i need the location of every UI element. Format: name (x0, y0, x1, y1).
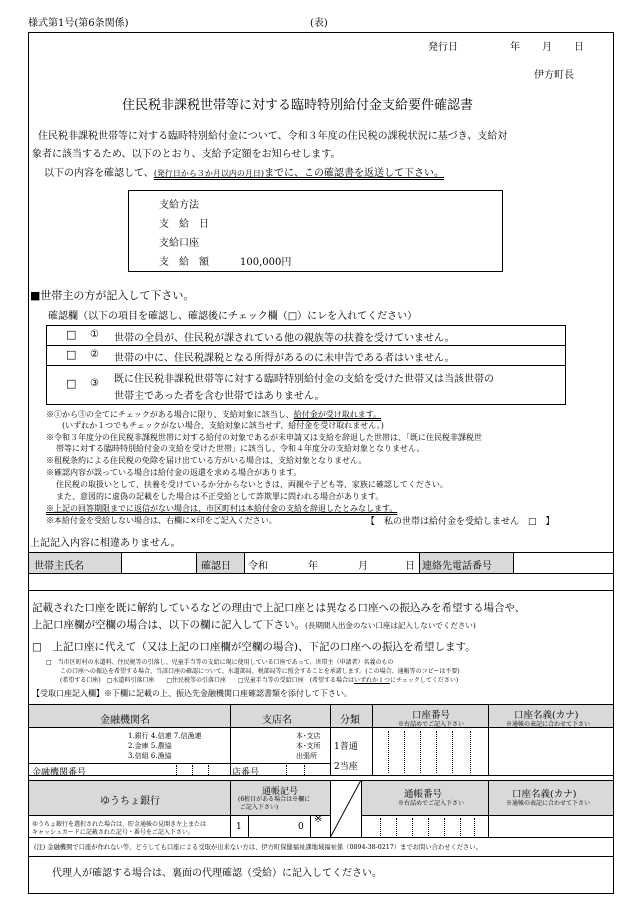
note-1-c: (いずれか１つでもチェックがない場合、支給対象に該当せず、給付金を受け取れません。) (62, 421, 384, 430)
confirm-item-no-2: ② (90, 349, 99, 360)
confirm-checkbox-2[interactable]: □ (66, 348, 77, 361)
type-current[interactable]: 2当座 (334, 762, 358, 772)
householder-name-label: 世帯主氏名 (34, 561, 84, 572)
yucho-holder-sub: ※通帳の表記に合わせて下さい (506, 800, 591, 807)
branch-kinds-1: 本･支店 (296, 732, 321, 740)
type-ordinary[interactable]: 1普通 (334, 742, 358, 752)
intro-line-2: 象者に該当するため、以下のとおり、支給予定額をお知らせします。 (32, 149, 341, 160)
note-1-b: 給付金が受け取れます。 (293, 410, 382, 419)
alt-small-1[interactable]: □ 当市区町村の水道料、住民税等の引落し、児童手当等の支給に現に使用している口座であって、世帯主（申請者）名義のもの (46, 659, 394, 666)
note-2-b: 帯等に対する臨時特別給付金の支給を受けた世帯」に該当し、令和４年度分の支給対象となりません。 (56, 444, 425, 453)
era-label: 令和 (248, 561, 268, 572)
confirm-item-text-3b: 世帯主であった者を含む世帯ではありません。 (114, 391, 325, 402)
yucho-symbol-field[interactable] (249, 816, 295, 837)
yucho-symbol-sub: (6桁目がある場合は※欄に ご記入下さい) (238, 796, 311, 811)
payment-method-label: 支給方法 (159, 200, 199, 211)
month-label: 月 (358, 561, 368, 572)
intro-line-1: 住民税非課税世帯等に対する臨時特別給付金について、令和３年度の住民税の課税状況に基づき、支給対 (38, 131, 508, 142)
yucho-number-sub: ※右詰めでご記入下さい (398, 800, 465, 807)
alt-small-2: この口座への振込を希望する場合、当該口座の確認について、水道部局、税部局等に照会することを承諾します。(この場合、通帳等のコピーは不要) (60, 668, 460, 675)
issue-date-fields[interactable]: 年 月 日 (510, 42, 590, 53)
confirm-checkbox-3[interactable]: □ (66, 377, 77, 390)
payment-amount: 100,000円 (240, 257, 292, 268)
branch-kinds-2: 本･支所 (296, 742, 321, 750)
year-label: 年 (308, 561, 318, 572)
yucho-note-2: キャッシュカードに記載された記号・番号をご記入下さい。 (32, 829, 194, 836)
bank-kinds-1: 1.銀行 4.信連 7.信漁連 (128, 732, 202, 740)
alt-account-p2-b: (長期間入出金のない口座は記入しないでください) (305, 621, 476, 630)
yucho-holder-field[interactable] (489, 816, 613, 837)
document-title: 住民税非課税世帯等に対する臨時特別給付金支給要件確認書 (122, 98, 474, 113)
householder-heading: ■世帯主の方が記入して下さい。 (30, 289, 195, 302)
holder-header: 口座名義(カナ) (514, 710, 579, 721)
proxy-note: 代理人が確認する場合は、裏面の代理確認（受給）に記入してください。 (52, 868, 382, 879)
note-2-a: ※令和３年度分の住民税非課税世帯に対する給付の対象であるが未申請又は支給を辞退した世帯は、「既に住民税非課税世 (46, 433, 482, 442)
bank-name-header: 金融機関名 (100, 715, 150, 726)
alt-small-3-a: (希望する口座) □水道料引落口座 □住民税等の引落口座 □児童手当等の受給口座 (希望する場合は (60, 677, 355, 684)
note-4-b: 住民税の取扱いとして、扶養を受けているか分からないときは、両親や子ども等、家族に確認してください。 (56, 480, 448, 489)
alt-small-3[interactable] (60, 675, 458, 684)
confirm-item-no-1: ① (90, 329, 99, 340)
confirm-item-no-3: ③ (90, 378, 99, 389)
yucho-label: ゆうちょ銀行 (100, 796, 160, 807)
confirm-item-text-1: 世帯の全員が、住民税が課されている他の親族等の扶養を受けていません。 (114, 333, 455, 344)
yucho-star: ※ (314, 814, 323, 825)
confirm-item-text-3a: 既に住民税非課税世帯等に対する臨時特別給付金の支給を受けた世帯又は当該世帯の (114, 374, 494, 385)
payment-date-label: 支 給 日 (159, 219, 209, 230)
agreement-statement: 上記記入内容に相違ありません。 (30, 538, 181, 549)
bank-code-label: 金融機関番号 (32, 768, 87, 778)
holder-name-field[interactable] (489, 728, 613, 775)
alt-small-3-b: いずれか１つ (354, 677, 391, 684)
yucho-symbol-header: 通帳記号 (262, 787, 299, 797)
phone-field[interactable] (514, 553, 613, 573)
confirm-checkbox-1[interactable]: □ (66, 328, 77, 341)
branch-name-header: 支店名 (262, 715, 292, 726)
confirm-instruction: 確認欄（以下の項目を確認し、確認後にチェック欄（□）にレを入れてください） (48, 311, 418, 322)
yucho-number-field[interactable] (362, 816, 487, 837)
confirm-item-text-2: 世帯の中に、住民税課税となる所得があるのに未申告である者はいません。 (114, 353, 455, 364)
branch-code-label: 店番号 (232, 768, 260, 778)
intro-line-3-a: 以下の内容を確認して、 (44, 168, 154, 179)
payment-account-label: 支給口座 (159, 238, 199, 249)
note-1 (46, 409, 381, 420)
yucho-digit-0: 0 (298, 822, 304, 832)
form-number: 様式第1号(第6条関係) (28, 18, 129, 29)
account-number-sub: ※右詰めでご記入下さい (398, 721, 465, 728)
issue-date-label: 発行日 (428, 42, 458, 53)
yucho-digit-1: 1 (236, 822, 242, 832)
yucho-note-1: ゆうちょ銀行を選択された場合は、貯金通帳の見開き左上または (32, 821, 207, 828)
holder-sub: ※通帳の表記に合わせて下さい (506, 721, 591, 728)
yucho-holder-header: 口座名義(カナ) (512, 789, 577, 800)
payment-amount-label: 支 給 額 (159, 257, 209, 268)
note-5: ※上記の回答期限までに返信がない場合は、市区町村は本給付金の支給を辞退したとみなします。 (46, 504, 398, 513)
deadline-note: (発行日から３か月以内の月日) (153, 169, 265, 178)
bank-kinds-3: 3.信組 6.漁協 (128, 752, 172, 760)
account-number-header: 口座番号 (412, 710, 451, 721)
branch-kinds-3: 出張所 (296, 752, 317, 760)
bank-kinds-2: 2.金庫 5.農協 (128, 742, 172, 750)
note-1-a: ※①から③の全てにチェックがある場合に限り、支給対象に該当し、 (46, 410, 294, 419)
footer-note: (注) 金融機関で口座が作れない等、どうしても口座による受取が出来ない方は、伊方町保健福祉課地域福祉係（0894-38-0217）までお問い合わせください。 (34, 844, 482, 851)
note-3: ※租税条約による住民税の免除を届け出ている方がいる場合は、支給対象となりません。 (46, 456, 367, 465)
side-label: (表) (310, 18, 328, 29)
intro-line-3 (44, 164, 444, 179)
type-header: 分類 (340, 715, 360, 726)
account-number-field[interactable] (373, 728, 487, 775)
note-4-c: また、意図的に虚偽の記載をした場合は不正受給として詐欺罪に問われる場合があります。 (56, 492, 384, 501)
intro-line-3-c: までに、この確認書を返送して下さい。 (264, 168, 445, 179)
alt-small-3-c: にチェックしてください) (390, 677, 459, 684)
alt-account-p2-a: 上記口座欄が空欄の場合は、以下の欄に記入して下さい。 (32, 619, 305, 631)
note-4-a: ※確認内容が誤っている場合は給付金の返還を求める場合があります。 (46, 468, 302, 477)
alt-account-p1: 記載された口座を既に解約しているなどの理由で上記口座とは異なる口座への振込みを希望する場合や、 (32, 602, 526, 614)
householder-name-field[interactable] (122, 553, 196, 573)
diagonal-slash (330, 780, 361, 838)
yucho-number-header: 通帳番号 (404, 789, 443, 800)
phone-label: 連絡先電話番号 (422, 561, 492, 572)
note-6: ※本給付金を受給しない場合は、右欄に×印をご記入ください。 (46, 516, 277, 525)
issuer: 伊方町長 (534, 70, 574, 81)
confirm-date-label: 確認日 (201, 561, 231, 572)
alt-account-p2 (32, 617, 476, 632)
day-label: 日 (405, 561, 415, 572)
bank-code-field[interactable] (160, 764, 230, 775)
branch-code-field[interactable] (270, 764, 330, 775)
decline-checkbox[interactable]: 【 私の世帯は給付金を受給しません □ 】 (366, 517, 555, 527)
alt-account-check[interactable]: □ 上記口座に代えて（又は上記の口座欄が空欄の場合)、下記の口座への振込を希望します。 (32, 641, 476, 653)
receipt-note: 【受取口座記入欄】※下欄に記載の上、振込先金融機関口座確認書類を添付して下さい。 (32, 689, 352, 698)
